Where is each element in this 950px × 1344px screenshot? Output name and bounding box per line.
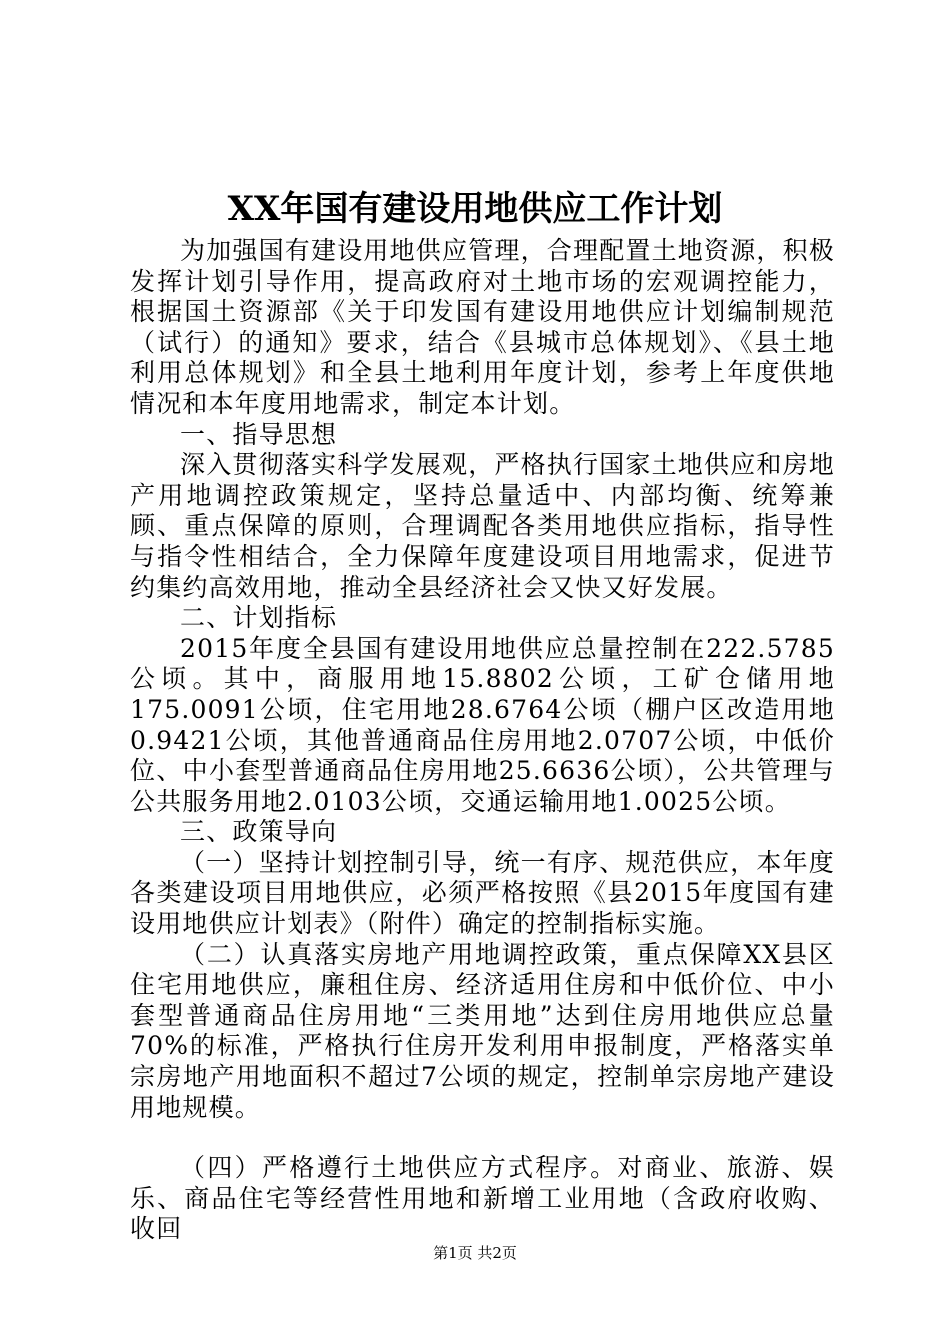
section-heading-plan-indicators: 二、计划指标 — [180, 603, 338, 633]
paragraph-gap — [130, 1123, 835, 1153]
page-footer: 第1页 共2页 — [433, 1244, 517, 1262]
policy-item-1: （一）坚持计划控制引导，统一有序、规范供应，本年度各类建设项目用地供应，必须严格按照《县2015年度国有建设用地供应计划表》（附件）确定的控制指标实施。 — [130, 847, 836, 939]
section-heading-policy-guidance: 三、政策导向 — [180, 817, 338, 847]
guiding-thought-paragraph: 深入贯彻落实科学发展观，严格执行国家土地供应和房地产用地调控政策规定，坚持总量适中、内部均衡、统筹兼顾、重点保障的原则，合理调配各类用地供应指标，指导性与指令性相结合，全力保障年度建设项目用地需求，促进节约集约高效用地，推动全县经济社会又快又好发展。 — [130, 450, 836, 602]
section-heading-guiding-thought: 一、指导思想 — [180, 419, 338, 449]
plan-indicators-paragraph: 2015年度全县国有建设用地供应总量控制在222.5785公顷。其中，商服用地15.8802公顷，工矿仓储用地175.0091公顷，住宅用地28.6764公顷（棚户区改造用地0.9421公顷，其他普通商品住房用地2.0707公顷，中低价位、中小套型普通商品住房用地25.6636公顷），公共管理与公共服务用地2.0103公顷，交通运输用地1.0025公顷。 — [130, 633, 835, 816]
policy-item-2: （二）认真落实房地产用地调控政策，重点保障XX县区住宅用地供应，廉租住房、经济适用住房和中低价位、中小套型普通商品住房用地“三类用地”达到住房用地供应总量70%的标准，严格执行住房开发利用申报制度，严格落实单宗房地产用地面积不超过7公顷的规定，控制单宗房地产建设用地规模。 — [130, 939, 835, 1122]
document-body — [130, 236, 835, 1245]
intro-paragraph: 为加强国有建设用地供应管理，合理配置土地资源，积极发挥计划引导作用，提高政府对土地市场的宏观调控能力，根据国土资源部《关于印发国有建设用地供应计划编制规范（试行）的通知》要求，结合《县城市总体规划》、《县土地利用总体规划》和全县土地利用年度计划，参考上年度供地情况和本年度用地需求，制定本计划。 — [130, 236, 836, 418]
document-title: XX年国有建设用地供应工作计划 — [227, 189, 723, 229]
policy-item-4: （四）严格遵行土地供应方式程序。对商业、旅游、娱乐、商品住宅等经营性用地和新增工业用地（含政府收购、收回 — [130, 1153, 835, 1244]
